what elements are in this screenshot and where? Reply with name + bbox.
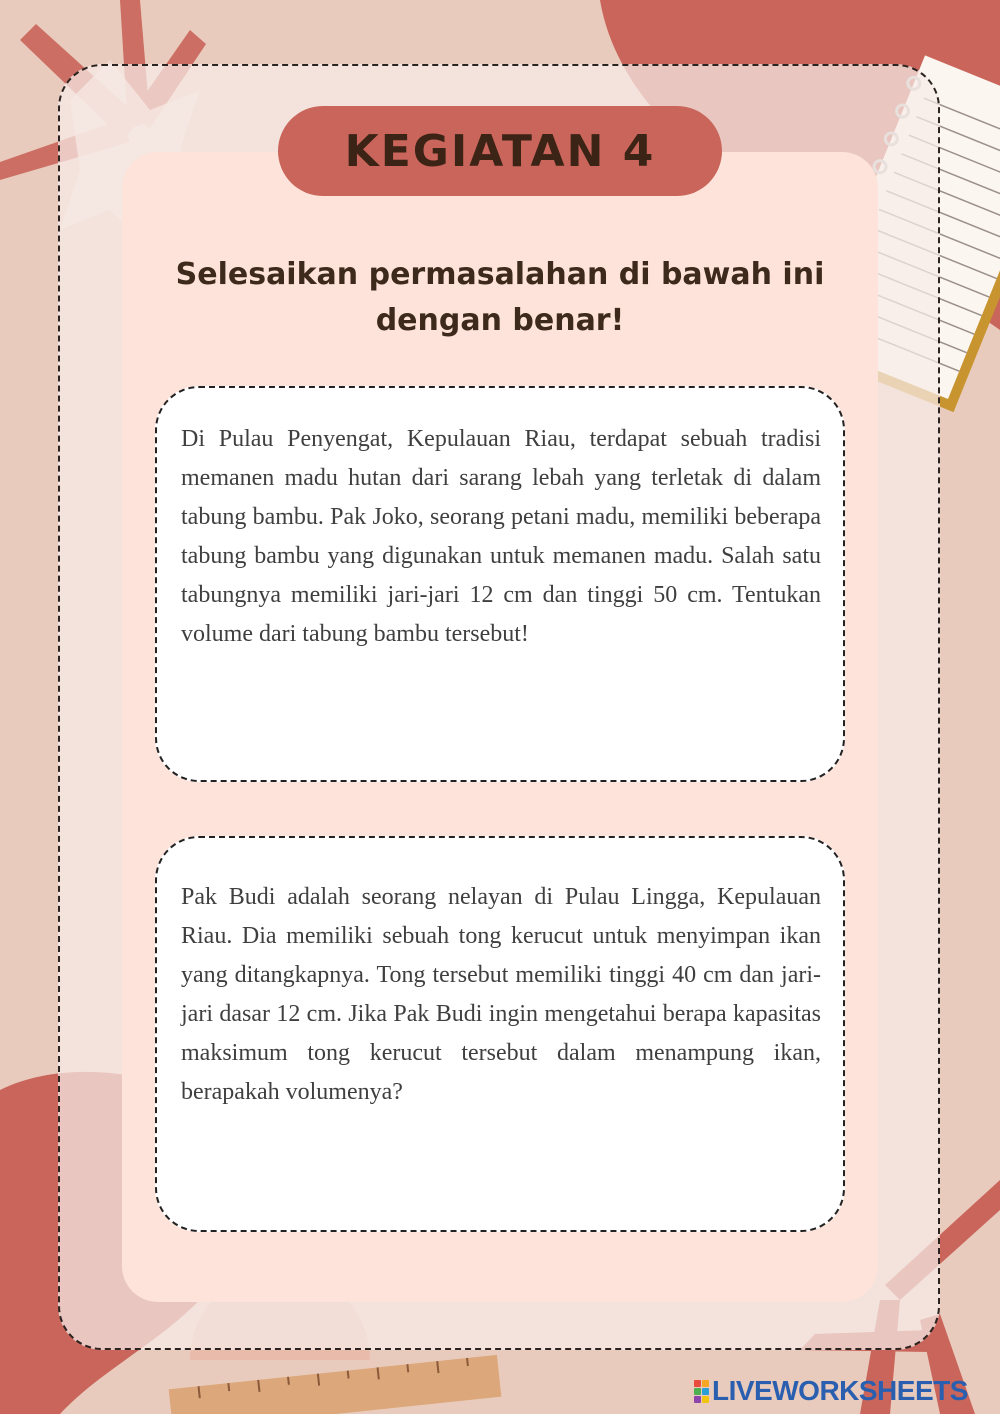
- ruler-shape: [169, 1355, 502, 1414]
- question-1-text: Di Pulau Penyengat, Kepulauan Riau, terdapat sebuah tradisi memanen madu hutan dari sarang lebah yang terletak di dalam tabung bambu. Pak Joko, seorang petani madu, memiliki beberapa tabung bambu yang digunakan untuk memanen madu. Salah satu tabungnya memiliki jari-jari 12 cm dan tinggi 50 cm. Tentukan volume dari tabung bambu tersebut!: [181, 426, 821, 647]
- question-box-1: [155, 386, 845, 782]
- instruction-text: Selesaikan permasalahan di bawah ini dengan benar!: [175, 257, 825, 338]
- question-2-text: Pak Budi adalah seorang nelayan di Pulau Lingga, Kepulauan Riau. Dia memiliki sebuah tong kerucut untuk menyimpan ikan yang ditangkapnya. Tong tersebut memiliki tinggi 40 cm dan jari-jari dasar 12 cm. Jika Pak Budi ingin mengetahui berapa kapasitas maksimum tong kerucut tersebut dalam menampung ikan, berapakah volumenya?: [181, 884, 821, 1105]
- liveworksheets-logo-icon: [694, 1380, 709, 1403]
- page-title: KEGIATAN 4: [344, 125, 656, 177]
- liveworksheets-watermark[interactable]: [694, 1375, 968, 1407]
- question-box-2: [155, 836, 845, 1232]
- watermark-text: LIVEWORKSHEETS: [712, 1375, 968, 1406]
- title-banner: [278, 106, 722, 196]
